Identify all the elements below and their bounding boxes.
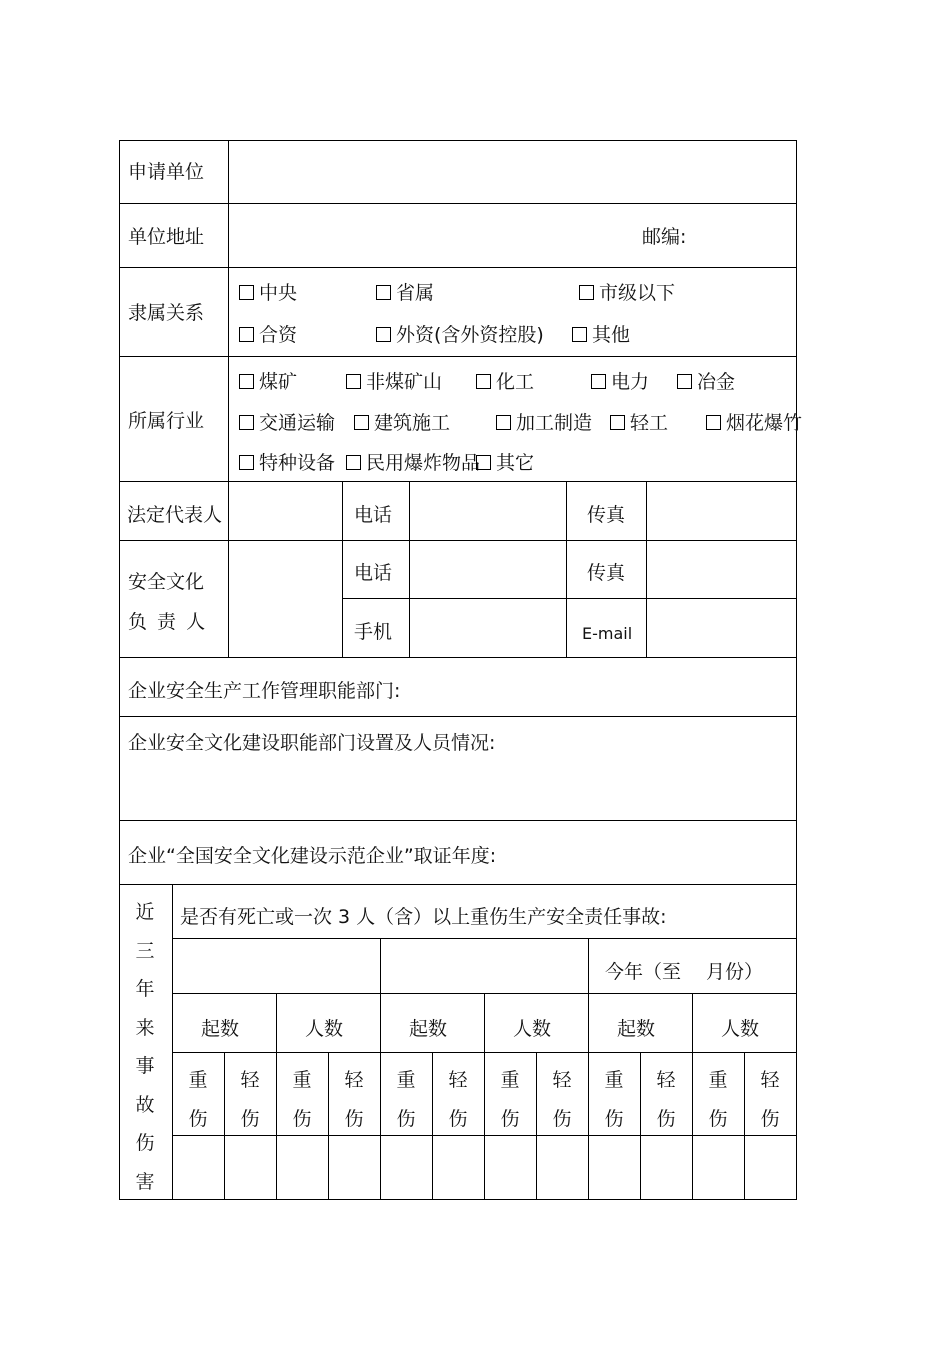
- accident-side-label: 近 三 年 来 事 故 伤 害: [135, 901, 155, 1193]
- industry-option-power[interactable]: 电力: [591, 371, 649, 393]
- legal-rep-label: 法定代表人: [127, 504, 223, 526]
- count-label: 起数: [617, 1018, 656, 1040]
- accident-data-cell[interactable]: [589, 1136, 640, 1199]
- safety-lead-email-field[interactable]: [647, 599, 796, 657]
- accident-data-cell[interactable]: [537, 1136, 588, 1199]
- accident-data-cell[interactable]: [693, 1136, 744, 1199]
- safety-lead-phone-label: 电话: [354, 562, 393, 584]
- accident-data-cell[interactable]: [277, 1136, 328, 1199]
- minor-injury-header: 轻 伤: [344, 1069, 364, 1130]
- row-divider: [119, 267, 797, 268]
- people-label: 人数: [513, 1018, 552, 1040]
- accident-data-cell[interactable]: [225, 1136, 276, 1199]
- accident-question: 是否有死亡或一次 3 人（含）以上重伤生产安全责任事故:: [180, 906, 667, 928]
- checkbox-icon: [476, 455, 491, 470]
- serious-injury-header: 重 伤: [292, 1069, 312, 1130]
- minor-injury-header: 轻 伤: [552, 1069, 572, 1130]
- people-label: 人数: [721, 1018, 760, 1040]
- mgmt-dept-field[interactable]: [419, 658, 796, 716]
- year-header-field-2[interactable]: [381, 939, 588, 993]
- checkbox-icon: [346, 455, 361, 470]
- affiliation-option-municipal[interactable]: 市级以下: [579, 282, 675, 304]
- safety-lead-field[interactable]: [229, 541, 342, 657]
- row-divider: [119, 884, 797, 885]
- applicant-field[interactable]: [229, 141, 796, 203]
- accident-data-cell[interactable]: [329, 1136, 380, 1199]
- safety-lead-mobile-field[interactable]: [410, 599, 566, 657]
- serious-injury-header: 重 伤: [708, 1069, 728, 1130]
- this-year-label: 今年（至 月份）: [605, 961, 764, 983]
- table-border-left: [119, 140, 120, 1200]
- industry-option-light-industry[interactable]: 轻工: [610, 412, 668, 434]
- accident-data-cell[interactable]: [433, 1136, 484, 1199]
- serious-injury-header: 重 伤: [188, 1069, 208, 1130]
- minor-injury-header: 轻 伤: [760, 1069, 780, 1130]
- accident-data-cell[interactable]: [485, 1136, 536, 1199]
- checkbox-icon: [476, 374, 491, 389]
- industry-option-fireworks[interactable]: 烟花爆竹: [706, 412, 802, 434]
- minor-injury-header: 轻 伤: [448, 1069, 468, 1130]
- address-field[interactable]: [229, 204, 629, 267]
- year-header-field-1[interactable]: [173, 939, 380, 993]
- people-label: 人数: [305, 1018, 344, 1040]
- application-form-table: [119, 140, 803, 1200]
- industry-option-metallurgy[interactable]: 冶金: [677, 371, 735, 393]
- checkbox-icon: [239, 285, 254, 300]
- legal-rep-phone-label: 电话: [354, 504, 393, 526]
- table-border-right: [796, 140, 797, 1200]
- safety-lead-email-label: E-mail: [582, 624, 633, 643]
- count-label: 起数: [201, 1018, 240, 1040]
- industry-option-coal[interactable]: 煤矿: [239, 371, 297, 393]
- safety-lead-label-line1: 安全文化: [128, 571, 205, 593]
- minor-injury-header: 轻 伤: [240, 1069, 260, 1130]
- postcode-field[interactable]: [694, 204, 796, 267]
- safety-lead-fax-label: 传真: [587, 562, 626, 584]
- demo-year-label: 企业“全国安全文化建设示范企业”取证年度:: [128, 845, 497, 867]
- safety-lead-fax-field[interactable]: [647, 541, 796, 598]
- postcode-label: 邮编:: [642, 226, 687, 248]
- legal-rep-fax-label: 传真: [587, 504, 626, 526]
- accident-data-cell[interactable]: [641, 1136, 692, 1199]
- industry-label: 所属行业: [128, 410, 205, 432]
- address-label: 单位地址: [128, 226, 205, 248]
- row-divider: [119, 716, 797, 717]
- industry-option-chemical[interactable]: 化工: [476, 371, 534, 393]
- industry-option-others[interactable]: 其它: [476, 452, 534, 474]
- legal-rep-fax-field[interactable]: [647, 482, 796, 540]
- checkbox-icon: [376, 285, 391, 300]
- checkbox-icon: [572, 327, 587, 342]
- checkbox-icon: [239, 415, 254, 430]
- checkbox-icon: [354, 415, 369, 430]
- mgmt-dept-label: 企业安全生产工作管理职能部门:: [128, 680, 401, 702]
- affiliation-option-joint-venture[interactable]: 合资: [239, 324, 297, 346]
- serious-injury-header: 重 伤: [396, 1069, 416, 1130]
- affiliation-option-central[interactable]: 中央: [239, 282, 297, 304]
- minor-injury-header: 轻 伤: [656, 1069, 676, 1130]
- checkbox-icon: [579, 285, 594, 300]
- checkbox-icon: [239, 374, 254, 389]
- industry-option-special-equipment[interactable]: 特种设备: [239, 452, 335, 474]
- row-divider: [119, 356, 797, 357]
- checkbox-icon: [496, 415, 511, 430]
- industry-option-manufacturing[interactable]: 加工制造: [496, 412, 592, 434]
- checkbox-icon: [610, 415, 625, 430]
- accident-data-cell[interactable]: [173, 1136, 224, 1199]
- count-label: 起数: [409, 1018, 448, 1040]
- column-divider: [566, 481, 567, 657]
- checkbox-icon: [591, 374, 606, 389]
- legal-rep-field[interactable]: [229, 482, 342, 540]
- industry-option-construction[interactable]: 建筑施工: [354, 412, 450, 434]
- accident-data-cell[interactable]: [381, 1136, 432, 1199]
- accident-data-cell[interactable]: [745, 1136, 796, 1199]
- safety-lead-mobile-label: 手机: [354, 621, 393, 643]
- serious-injury-header: 重 伤: [500, 1069, 520, 1130]
- culture-dept-field[interactable]: [120, 760, 796, 820]
- safety-lead-phone-field[interactable]: [410, 541, 566, 598]
- industry-option-civil-explosives[interactable]: 民用爆炸物品: [346, 452, 480, 474]
- checkbox-icon: [239, 327, 254, 342]
- checkbox-icon: [239, 455, 254, 470]
- checkbox-icon: [346, 374, 361, 389]
- industry-option-transport[interactable]: 交通运输: [239, 412, 335, 434]
- demo-year-field[interactable]: [559, 821, 796, 884]
- affiliation-option-other[interactable]: 其他: [572, 324, 630, 346]
- industry-option-non-coal-mine[interactable]: 非煤矿山: [346, 371, 442, 393]
- column-divider: [342, 481, 343, 657]
- serious-injury-header: 重 伤: [604, 1069, 624, 1130]
- safety-lead-label-line2: 负 责 人: [128, 611, 206, 633]
- table-border-bottom: [119, 1199, 797, 1200]
- affiliation-label: 隶属关系: [128, 302, 205, 324]
- legal-rep-phone-field[interactable]: [410, 482, 566, 540]
- applicant-label: 申请单位: [128, 161, 205, 183]
- checkbox-icon: [706, 415, 721, 430]
- affiliation-option-provincial[interactable]: 省属: [376, 282, 434, 304]
- checkbox-icon: [376, 327, 391, 342]
- affiliation-option-foreign[interactable]: 外资(含外资控股): [376, 324, 544, 346]
- culture-dept-label: 企业安全文化建设职能部门设置及人员情况:: [128, 732, 496, 754]
- checkbox-icon: [677, 374, 692, 389]
